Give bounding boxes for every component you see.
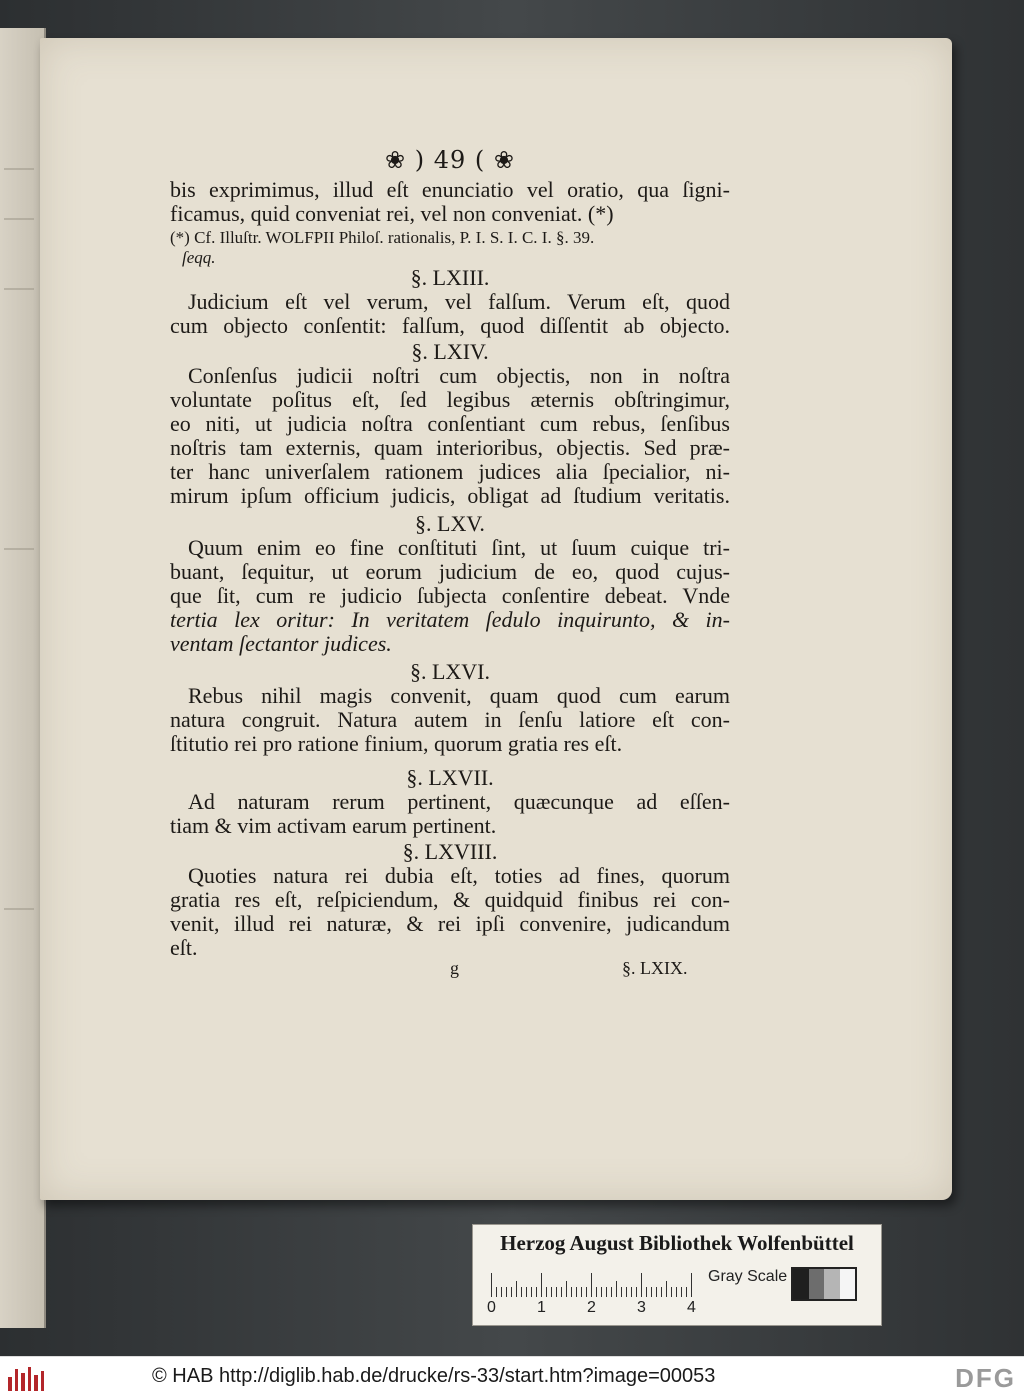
ruler-tick xyxy=(546,1287,547,1297)
ruler-tick xyxy=(576,1287,577,1297)
text-line: bis exprimimus, illud eſt enunciatio vel oratio, qua ſigni- xyxy=(170,178,730,202)
footer-bar xyxy=(0,1356,1024,1397)
ruler-tick xyxy=(621,1287,622,1297)
signature-mark: g xyxy=(450,958,459,978)
text-line: gratia res eſt, reſpiciendum, & quidquid finibus rei con- xyxy=(170,888,730,912)
ruler-tick xyxy=(491,1273,492,1297)
ruler-tick xyxy=(526,1287,527,1297)
footnote-line: (*) Cf. Illuſtr. WOLFPII Philoſ. rationalis, P. I. S. I. C. I. §. 39. xyxy=(170,228,595,247)
ruler-number: 4 xyxy=(687,1299,696,1316)
ruler-tick xyxy=(666,1281,667,1297)
text-line: ſtitutio rei pro ratione finium, quorum gratia res eſt. xyxy=(170,732,623,756)
text-line: tiam & vim activam earum pertinent. xyxy=(170,814,497,838)
ruler-tick xyxy=(656,1287,657,1297)
ruler-tick xyxy=(646,1287,647,1297)
ruler-tick xyxy=(506,1287,507,1297)
ruler-tick xyxy=(581,1287,582,1297)
footnote-line: ſeqq. xyxy=(182,248,216,267)
ruler-tick xyxy=(501,1287,502,1297)
dfg-logo: DFG xyxy=(955,1363,1016,1393)
ruler-tick xyxy=(531,1287,532,1297)
section-heading: §. LXIV. xyxy=(411,339,489,364)
ruler-tick xyxy=(516,1281,517,1297)
text-line: Rebus nihil magis convenit, quam quod cum earum xyxy=(188,684,730,708)
text-line: Judicium eſt vel verum, vel falſum. Verum eſt, quod xyxy=(188,290,730,314)
ruler-tick xyxy=(681,1287,682,1297)
gray-swatch xyxy=(793,1269,809,1299)
ruler-tick xyxy=(611,1287,612,1297)
ruler-tick xyxy=(551,1287,552,1297)
color-reference-plate xyxy=(472,1224,882,1326)
section-heading: §. LXV. xyxy=(415,511,485,536)
text-line: eo niti, ut judicia noſtra conſentiant cum rebus, ſenſibus xyxy=(170,412,730,436)
section-heading: §. LXIII. xyxy=(410,265,490,290)
ruler-tick xyxy=(686,1287,687,1297)
gray-swatch xyxy=(809,1269,825,1299)
gray-scale-label: Gray Scale xyxy=(708,1268,788,1285)
library-name: Herzog August Bibliothek Wolfenbüttel xyxy=(500,1231,854,1255)
text-line: venit, illud rei naturæ, & rei ipſi convenire, judicandum xyxy=(170,912,730,936)
ruler-tick xyxy=(631,1287,632,1297)
ruler-tick xyxy=(561,1287,562,1297)
ruler-number: 1 xyxy=(537,1299,546,1316)
text-line: ventam ſectantor judices. xyxy=(170,632,392,656)
text-line: que ſit, cum re judicio ſubjecta conſentire debeat. Vnde xyxy=(170,584,730,608)
ruler-tick xyxy=(571,1287,572,1297)
text-line: natura congruit. Natura autem in ſenſu latiore eſt con- xyxy=(170,708,730,732)
text-line: buant, ſequitur, ut eorum judicium de eo, quod cujus- xyxy=(170,560,730,584)
ruler-tick xyxy=(521,1287,522,1297)
ruler-tick xyxy=(591,1273,592,1297)
ruler-tick xyxy=(671,1287,672,1297)
ruler-tick xyxy=(626,1287,627,1297)
hab-logo-icon xyxy=(8,1365,44,1391)
section-heading: §. LXVIII. xyxy=(402,839,498,864)
ruler-tick xyxy=(651,1287,652,1297)
ruler-tick xyxy=(691,1273,692,1297)
text-line: Ad naturam rerum pertinent, quæcunque ad eſſen- xyxy=(188,790,730,814)
ruler-tick xyxy=(541,1273,542,1297)
section-heading: §. LXVI. xyxy=(409,659,491,684)
ruler-tick xyxy=(586,1287,587,1297)
ruler-number: 0 xyxy=(487,1299,496,1316)
text-line: mirum ipſum officium judicis, obligat ad ſtudium veritatis. xyxy=(170,484,730,508)
ruler-tick xyxy=(606,1287,607,1297)
text-line: Quoties natura rei dubia eſt, toties ad fines, quorum xyxy=(188,864,730,888)
text-line: tertia lex oritur: In veritatem ſedulo inquirunto, & in- xyxy=(170,608,730,632)
section-heading: §. LXVII. xyxy=(406,765,494,790)
text-line: Conſenſus judicii noſtri cum objectis, non in noſtra xyxy=(188,364,730,388)
ruler-tick xyxy=(511,1287,512,1297)
text-line: eſt. xyxy=(170,936,198,960)
gray-scale-bar xyxy=(791,1267,857,1301)
gray-swatch xyxy=(840,1269,856,1299)
source-url-link[interactable]: © HAB http://diglib.hab.de/drucke/rs-33/start.htm?image=00053 xyxy=(152,1365,716,1387)
ruler-tick xyxy=(676,1287,677,1297)
ruler-number: 2 xyxy=(587,1299,596,1316)
ruler-tick xyxy=(616,1281,617,1297)
ruler-tick xyxy=(641,1273,642,1297)
measurement-ruler xyxy=(491,1271,696,1297)
book-page xyxy=(40,38,952,1200)
ruler-number: 3 xyxy=(637,1299,646,1316)
ruler-tick xyxy=(496,1287,497,1297)
text-line: noſtris tam externis, quam interioribus, objectis. Sed præ- xyxy=(170,436,730,460)
ruler-tick xyxy=(661,1287,662,1297)
text-line: ter hanc univerſalem rationem judices alia ſpecialior, ni- xyxy=(170,460,730,484)
text-line: voluntate poſitus eſt, ſed legibus æternis obſtringimur, xyxy=(170,388,730,412)
ruler-tick xyxy=(536,1287,537,1297)
ruler-tick xyxy=(556,1287,557,1297)
ruler-tick xyxy=(566,1281,567,1297)
ruler-tick xyxy=(596,1287,597,1297)
catchword: §. LXIX. xyxy=(622,958,688,978)
ruler-tick xyxy=(636,1287,637,1297)
gray-swatch xyxy=(824,1269,840,1299)
text-line: ficamus, quid conveniat rei, vel non conveniat. (*) xyxy=(170,202,614,226)
text-line: cum objecto conſentit: falſum, quod diſſentit ab objecto. xyxy=(170,314,730,338)
page-header: ❀ ) 49 ( ❀ xyxy=(385,146,515,174)
text-line: Quum enim eo fine conſtituti ſint, ut ſuum cuique tri- xyxy=(188,536,730,560)
ruler-tick xyxy=(601,1287,602,1297)
